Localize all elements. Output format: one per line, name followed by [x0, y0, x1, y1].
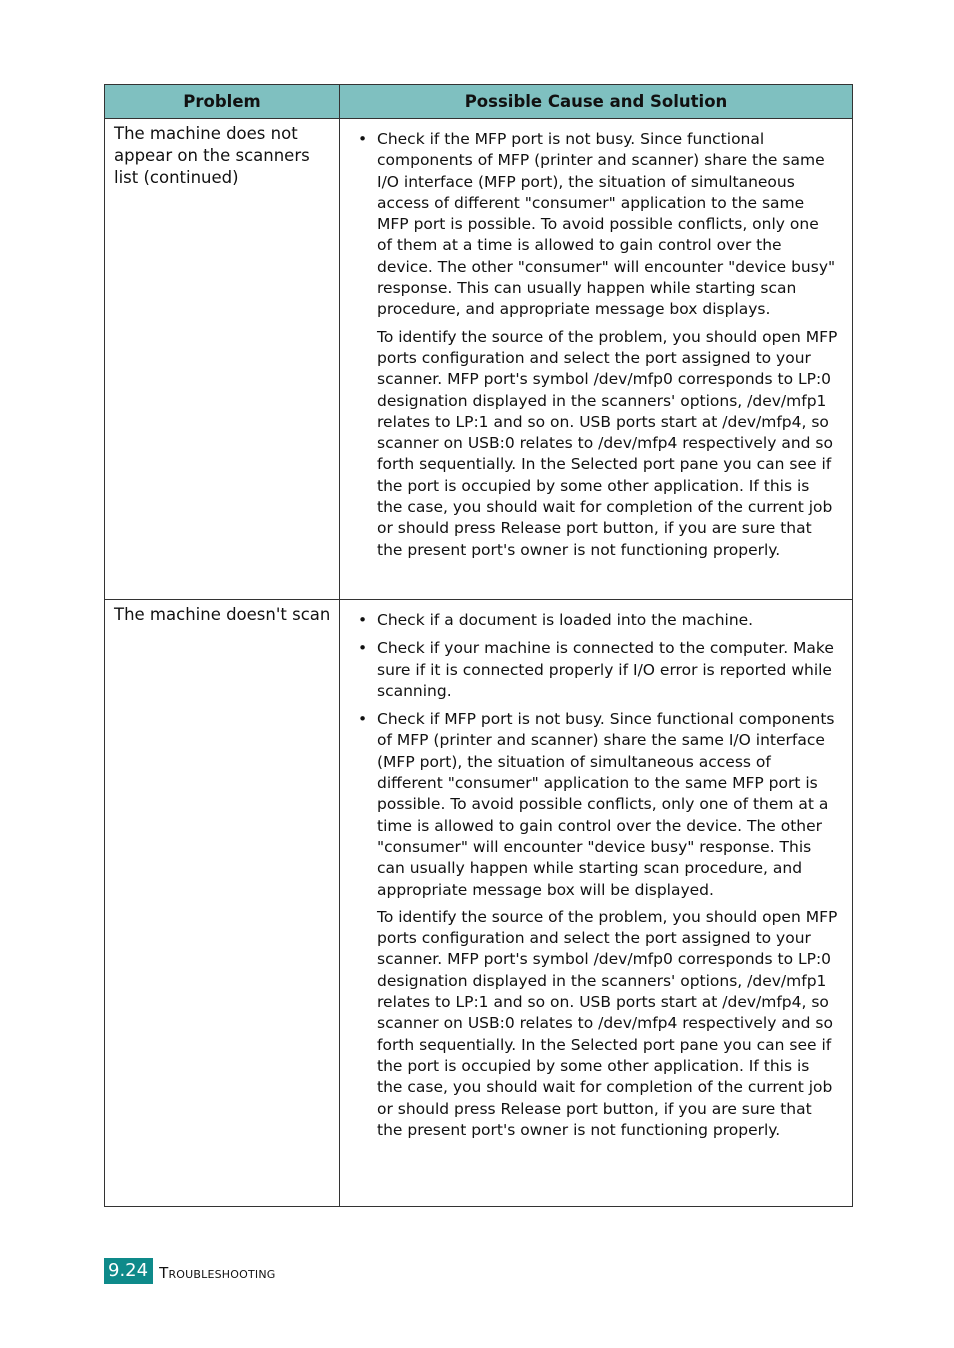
solution-paragraph: Check if a document is loaded into the machine.: [377, 611, 754, 629]
problem-cell: The machine doesn't scan: [105, 600, 340, 1207]
bullet-icon: •: [358, 130, 368, 148]
bullet-icon: •: [358, 611, 368, 629]
bullet-icon: •: [358, 639, 368, 658]
solution-paragraph: Check if your machine is connected to the computer. Make sure if it is connected properly if I/O error is reported while scanning.: [377, 639, 834, 700]
solution-paragraph: Check if the MFP port is not busy. Since functional components of MFP (printer and scanner) share the same I/O interface (MFP port), the situation of simultaneous access of different "consumer" application to the same MFP port is possible. To avoid possible conflicts, only one of them at a time is allowed to gain control over the device. The other "consumer" will encounter "device busy" response. This can usually happen while starting scan procedure, and appropriate message box displays.: [377, 130, 836, 319]
solution-list: [356, 610, 838, 1141]
table-row: [105, 119, 853, 600]
troubleshooting-table: [104, 84, 853, 1207]
header-solution: Possible Cause and Solution: [340, 85, 853, 119]
list-item: [356, 129, 838, 561]
list-item: [356, 638, 838, 702]
table-row: [105, 600, 853, 1207]
solution-paragraph: To identify the source of the problem, you should open MFP ports configuration and select the port assigned to your scanner. MFP port's symbol /dev/mfp0 corresponds to LP:0 designation displayed in the scanners' options, /dev/mfp1 relates to LP:1 and so on. USB ports start at /dev/mfp4, so scanner on USB:0 relates to /dev/mfp4 respectively and so forth sequentially. In the Selected port pane you can see if the port is occupied by some other application. If this is the case, you should wait for completion of the current job or should press Release port button, if you are sure that the present port's owner is not functioning properly.: [377, 907, 838, 1139]
problem-cell: The machine does not appear on the scanners list (continued): [105, 119, 340, 600]
solution-paragraph: To identify the source of the problem, you should open MFP ports configuration and select the port assigned to your scanner. MFP port's symbol /dev/mfp0 corresponds to LP:0 designation displayed in the scanners' options, /dev/mfp1 relates to LP:1 and so on. USB ports start at /dev/mfp4, so scanner on USB:0 relates to /dev/mfp4 respectively and so forth sequentially. In the Selected port pane you can see if the port is occupied by some other application. If this is the case, you should wait for completion of the current job or should press Release port button, if you are sure that the present port's owner is not functioning properly.: [377, 327, 838, 559]
section-title: Troubleshooting: [159, 1263, 276, 1282]
solution-paragraph: Check if MFP port is not busy. Since functional components of MFP (printer and scanner) share the same I/O interface (MFP port), the situation of simultaneous access of different "consumer" application to the same MFP port is possible. To avoid possible conflicts, only one of them at a time is allowed to gain control over the device. The other "consumer" will encounter "device busy" response. This can usually happen while starting scan procedure, and appropriate message box will be displayed.: [377, 710, 835, 899]
solution-list: [356, 129, 838, 561]
list-item: [356, 709, 838, 1141]
header-problem: Problem: [105, 85, 340, 119]
solution-cell: [340, 600, 853, 1207]
bullet-icon: •: [358, 710, 368, 729]
page-footer: [104, 1257, 276, 1284]
solution-cell: [340, 119, 853, 600]
list-item: [356, 610, 838, 631]
table-header-row: [105, 85, 853, 119]
page-number: 9.24: [104, 1258, 153, 1284]
